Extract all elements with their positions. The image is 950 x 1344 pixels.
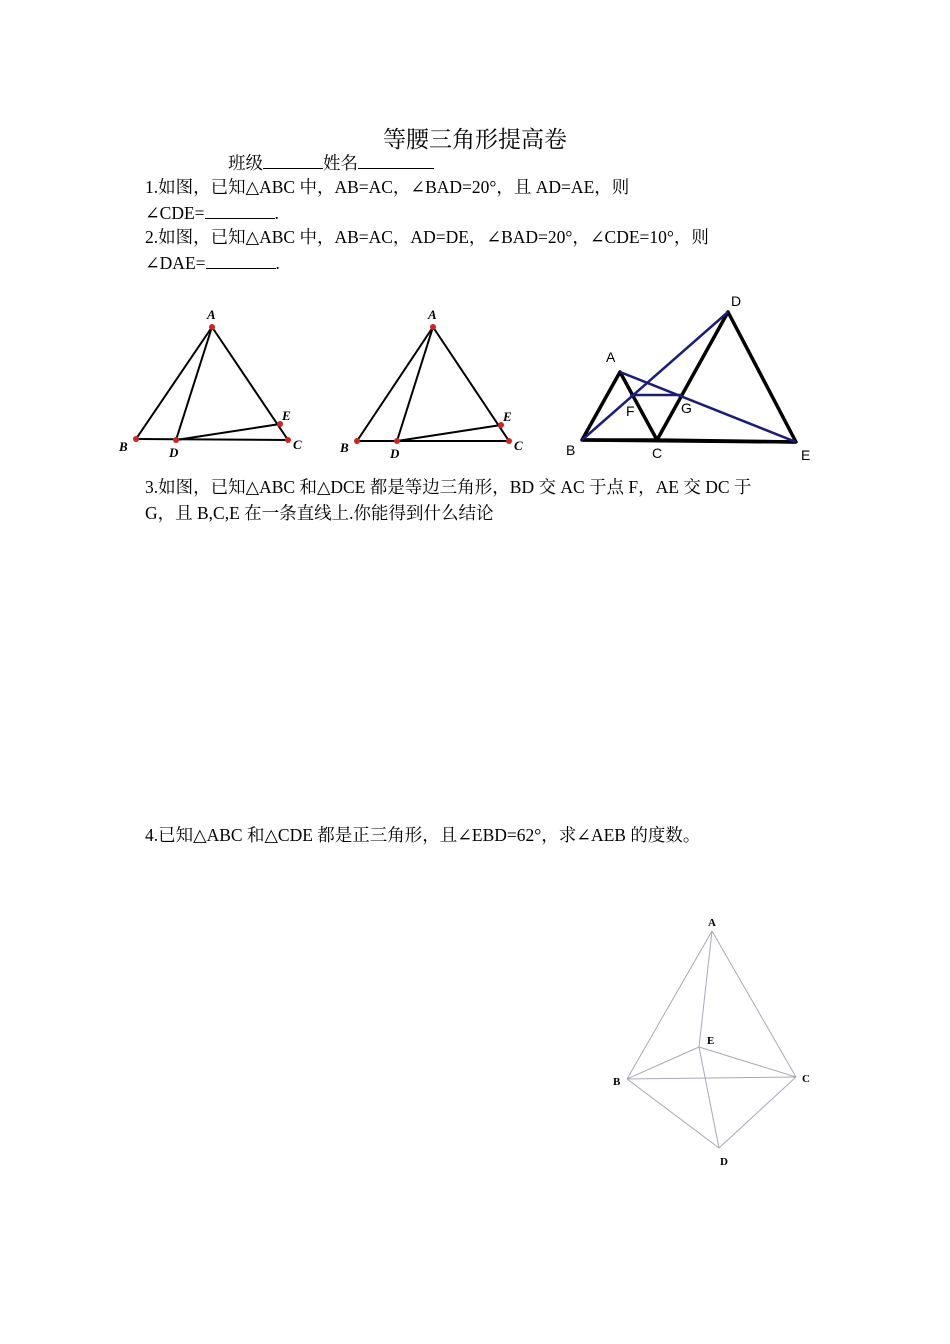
- fig3-label-f: F: [626, 403, 635, 419]
- name-label: 姓名: [323, 153, 358, 173]
- fig2-label-b: B: [340, 440, 349, 455]
- q2-line1: 2.如图，已知△ABC 中，AB=AC，AD=DE，∠BAD=20°，∠CDE=10°，则: [145, 227, 709, 247]
- q3-line2: G，且 B,C,E 在一条直线上.你能得到什么结论: [145, 503, 494, 523]
- fig4-label-d: D: [720, 1156, 728, 1168]
- fig1-label-e: E: [282, 408, 291, 423]
- fig2-label-a: A: [428, 307, 437, 322]
- figure-4: [600, 910, 820, 1172]
- fig1-label-a: A: [207, 307, 216, 322]
- page-title: 等腰三角形提高卷: [383, 127, 567, 152]
- q2-line2: [145, 250, 280, 276]
- fig4-label-c: C: [802, 1073, 810, 1085]
- class-blank[interactable]: [263, 150, 323, 169]
- class-name-line: [228, 150, 434, 176]
- fig3-label-c: C: [652, 445, 663, 461]
- fig2-label-e: E: [503, 409, 512, 424]
- fig3-label-e: E: [801, 447, 811, 463]
- q2-prefix: ∠DAE=: [145, 253, 206, 273]
- fig3-label-g: G: [681, 400, 692, 416]
- q1-line1: 1.如图，已知△ABC 中，AB=AC，∠BAD=20°，且 AD=AE，则: [145, 177, 630, 197]
- fig1-label-b: B: [119, 439, 128, 454]
- fig2-label-c: C: [514, 438, 523, 453]
- q1-line2: [145, 200, 279, 226]
- class-label: 班级: [228, 153, 263, 173]
- fig1-label-c: C: [293, 437, 302, 452]
- q3-line1: 3.如图，已知△ABC 和△DCE 都是等边三角形，BD 交 AC 于点 F，AE 交 DC 于: [145, 477, 752, 497]
- q1-suffix: .: [274, 203, 279, 223]
- fig4-label-e: E: [707, 1035, 715, 1047]
- fig4-label-b: B: [613, 1076, 621, 1088]
- fig1-label-d: D: [169, 445, 179, 460]
- fig3-label-a: A: [606, 349, 616, 365]
- q2-suffix: .: [275, 253, 280, 273]
- fig4-label-a: A: [708, 917, 716, 929]
- fig2-label-d: D: [390, 446, 400, 461]
- q4-line1: 4.已知△ABC 和△CDE 都是正三角形，且∠EBD=62°，求∠AEB 的度数。: [145, 825, 701, 845]
- name-blank[interactable]: [358, 150, 434, 169]
- figure-3: [560, 290, 820, 470]
- fig3-label-b: B: [566, 442, 576, 458]
- q2-answer-blank[interactable]: [206, 250, 276, 269]
- figure-2: [333, 300, 533, 465]
- q1-prefix: ∠CDE=: [145, 203, 205, 223]
- q1-answer-blank[interactable]: [205, 200, 275, 219]
- fig3-label-d: D: [731, 293, 742, 309]
- figure-1: [112, 300, 312, 465]
